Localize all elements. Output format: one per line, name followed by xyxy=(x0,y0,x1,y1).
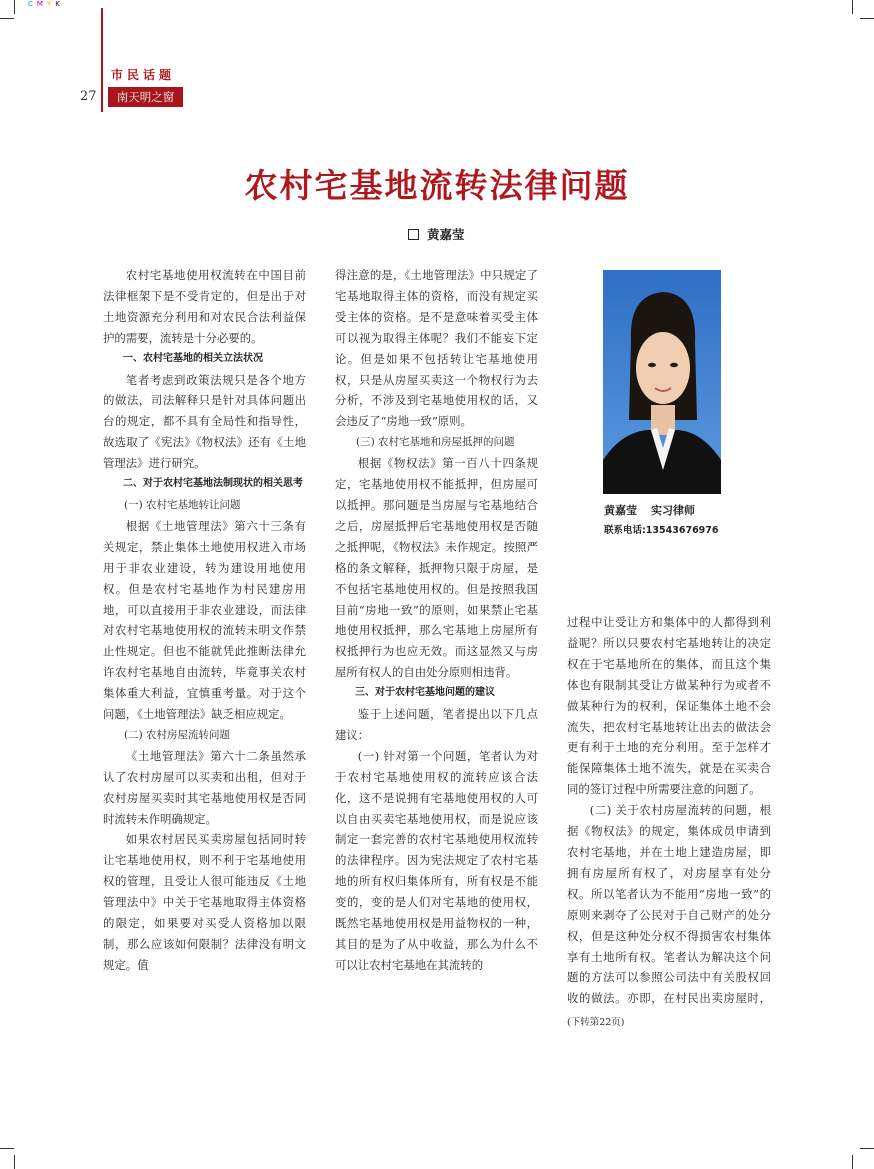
paragraph: 得注意的是，《土地管理法》中只规定了宅基地取得主体的资格，而没有规定买受主体的资格。是不是意味着买受主体可以视为取得主体呢？我们不能妄下定论。但是如果不包括转让宅基地使用权，只是从房屋买卖这一个物权行为去分析，不涉及到宅基地使用权的话，又会违反了“房地一致”原则。 xyxy=(335,268,538,429)
cmyk-c: C xyxy=(28,0,34,8)
paragraph: (二) 关于农村房屋流转的问题，根据《物权法》的规定，集体成员申请到农村宅基地，并在土地上建造房屋，即拥有房屋所有权了，对房屋享有处分权。所以笔者认为不能用“房地一致”的原则来剥夺了公民对于自己财产的处分权，但是这种处分权不得损害农村集体享有土地所有权。笔者认为解决这个问题的方法可以参照公司法中有关股权回收的做法。亦即，在村民出卖房屋时， (下转第22页) xyxy=(567,803,771,1029)
crop-mark xyxy=(852,1155,853,1169)
cmyk-k: K xyxy=(55,0,61,8)
paragraph: 鉴于上述问题，笔者提出以下几点建议： xyxy=(335,707,538,742)
section-heading: (二) 农村房屋流转问题 xyxy=(124,728,231,741)
paragraph: 如果农村居民买卖房屋包括同时转让宅基地使用权，则不利于宅基地使用权的管理，且受让人很可能违反《土地管理法中》中关于宅基地取得主体资格的限定，如果要对买受人资格加以限制，那么应该如何限制？法律没有明文规定。值 xyxy=(103,832,306,972)
paragraph: (一) 针对第一个问题，笔者认为对于农村宅基地使用权的流转应该合法化，这不是说拥有宅基地使用权的人可以自由买卖宅基地使用权，而是说应该制定一套完善的农村宅基地使用权流转的法律程序。因为宪法规定了农村宅基地的所有权归集体所有，所有权是不能变的，变的是人们对宅基地的使用权，既然宅基地使用权是用益物权的一种，其目的是为了从中收益，那么为什么不可以让农村宅基地在其流转的 xyxy=(335,748,538,972)
author-photo xyxy=(603,270,721,494)
crop-mark xyxy=(14,0,15,14)
paragraph: 农村宅基地使用权流转在中国目前法律框架下是不受肯定的，但是出于对土地资源充分利用和对农民合法利益保护的需要，流转是十分必要的。 xyxy=(103,268,306,345)
caption-name: 黄嘉莹 xyxy=(604,504,637,517)
section-label: 市民话题 xyxy=(111,68,176,82)
paragraph: 笔者考虑到政策法规只是各个地方的做法，司法解释只是针对具体问题出台的规定，都不具有全局性和指导性，故选取了《宪法》《物权法》还有《土地管理法》进行研究。 xyxy=(103,372,306,471)
crop-mark xyxy=(860,1148,874,1149)
section-heading: (一) 农村宅基地转让问题 xyxy=(124,498,241,511)
cmyk-m: M xyxy=(36,0,44,8)
article-title: 农村宅基地流转法律问题 xyxy=(244,166,630,205)
square-icon xyxy=(408,229,419,240)
text-column-3 xyxy=(567,612,771,1034)
paragraph: 根据《土地管理法》第六十三条有关规定，禁止集体土地使用权进入市场用于非农业建设，转为建设用地使用权。但是农村宅基地作为村民建房用地，可以直接用于非农业建设，而法律对农村宅基地使用权的流转未明文作禁止性规定。但也不能就凭此推断法律允许农村宅基地自由流转，毕竟事关农村集体重大利益，宜慎重考量。对于这个问题，《土地管理法》缺乏相应规定。 xyxy=(103,518,306,722)
continuation-note: (下转第22页) xyxy=(567,1017,625,1029)
photo-caption xyxy=(604,502,695,518)
paragraph: 过程中让受让方和集体中的人都得到利益呢？所以只要农村宅基地转让的决定权在于宅基地所在的集体，而且这个集体也有限制其受让方做某种行为或者不做某种行为的权利，保证集体土地不会流失，把农村宅基地转让出去的做法会更有利于土地的充分利用。至于怎样才能保障集体土地不流失，就是在买卖合同的签订过程中所需要注意的问题了。 xyxy=(567,615,771,797)
portrait-illustration xyxy=(603,270,721,494)
crop-mark xyxy=(0,18,14,19)
paragraph: 根据《物权法》第一百八十四条规定，宅基地使用权不能抵押，但房屋可以抵押。那问题是当房屋与宅基地结合之后，房屋抵押后宅基地使用权是否随之抵押呢，《物权法》未作规定。按照严格的条文解释，抵押物只限于房屋，是不包括宅基地使用权的。但是按照我国目前“房地一致”的原则，如果禁止宅基地使用权抵押，那么宅基地上房屋所有权抵押行为也应无效。而这显然又与房屋所有权人的自由处分原则相违背。 xyxy=(335,456,538,680)
crop-mark xyxy=(860,18,874,19)
crop-mark xyxy=(14,1155,15,1169)
text-column-1 xyxy=(103,265,306,976)
cmyk-label xyxy=(28,0,64,8)
column-tag: 南天明之窗 xyxy=(108,87,183,107)
section-heading: 一、农村宅基地的相关立法状况 xyxy=(123,352,263,364)
caption-role: 实习律师 xyxy=(651,504,695,517)
paragraph: 《土地管理法》第六十二条虽然承认了农村房屋可以买卖和出租，但对于农村房屋买卖时其宅基地使用权是否同时流转未作明确规定。 xyxy=(103,748,306,826)
crop-mark xyxy=(852,0,853,14)
section-heading: (三) 农村宅基地和房屋抵押的问题 xyxy=(356,436,515,449)
text-column-2 xyxy=(335,265,538,976)
section-heading: 二、对于农村宅基地法制现状的相关思考 xyxy=(123,478,303,490)
author-name: 黄嘉莹 xyxy=(427,227,465,242)
cmyk-y: Y xyxy=(46,0,53,8)
page-number: 27 xyxy=(80,89,97,104)
section-heading: 三、对于农村宅基地问题的建议 xyxy=(355,687,495,699)
byline xyxy=(408,225,465,243)
crop-mark xyxy=(0,1148,14,1149)
caption-phone: 联系电话:13543676976 xyxy=(604,525,719,536)
header-rule xyxy=(101,8,103,112)
